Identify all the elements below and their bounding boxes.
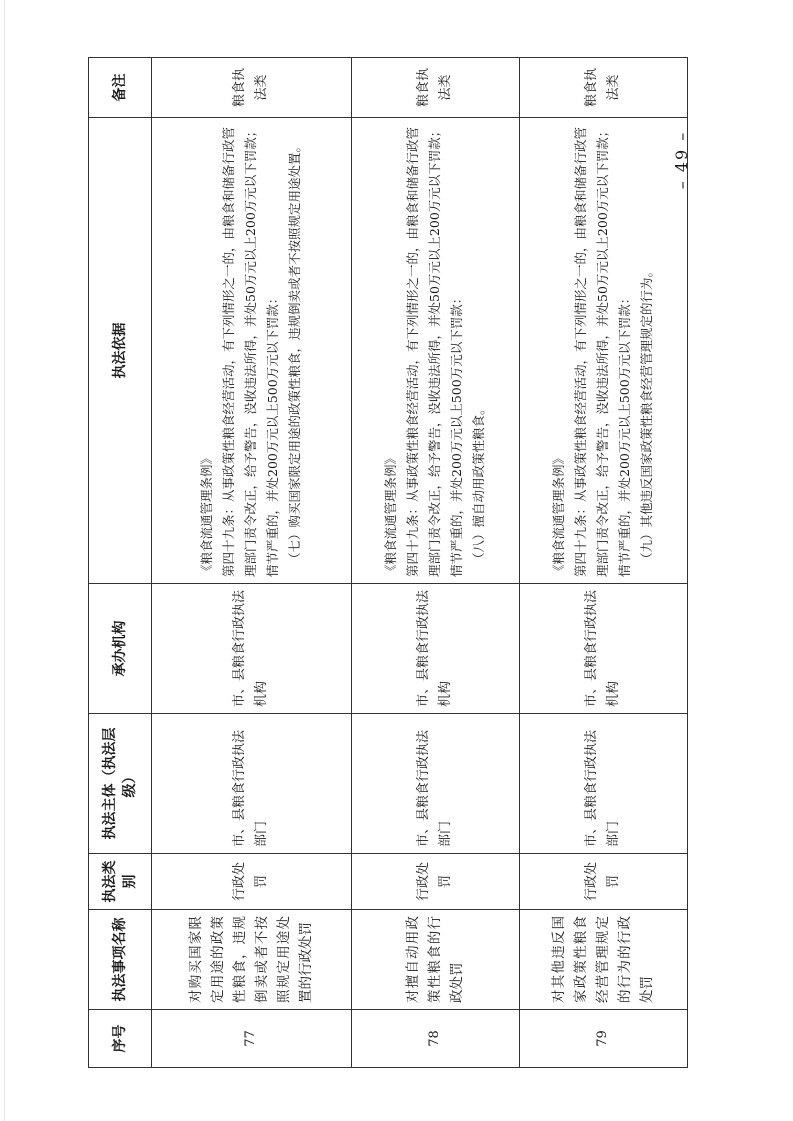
basis-title: 《粮食流通管理条例》 xyxy=(383,451,399,577)
basis-title: 《粮食流通管理条例》 xyxy=(551,451,567,577)
basis-article: 第四十九条：从事政策性粮食经营活动，有下列情形之一的，由粮食和储备行政管理部门责令改正，给予警告，没收违法所得，并处50万元以上200万元以下罚款；情节严重的，并处200万元以上500万元以下罚款： xyxy=(405,124,465,577)
row-subject: 市、县粮食行政执法部门 xyxy=(351,714,519,854)
page-number: – 49 – xyxy=(672,130,691,190)
basis-item: （八）擅自动用政策性粮食。 xyxy=(471,402,487,565)
table-row xyxy=(519,58,687,1068)
row-seq: 79 xyxy=(519,1010,687,1068)
header-row xyxy=(89,58,152,1068)
header-note: 备注 xyxy=(89,58,152,118)
row-org: 市、县粮食行政执法机构 xyxy=(519,584,687,714)
basis-item: （九）其他违反国家政策性粮食经营管理规定的行为。 xyxy=(639,264,655,565)
row-seq: 78 xyxy=(351,1010,519,1068)
header-basis: 执法依据 xyxy=(89,118,152,584)
header-org: 承办机构 xyxy=(89,584,152,714)
row-item-name: 对擅自动用政策性粮食的行政处罚 xyxy=(351,910,519,1010)
row-subject: 市、县粮食行政执法部门 xyxy=(519,714,687,854)
table-header xyxy=(89,58,152,1068)
scan-edge-line xyxy=(4,0,5,1121)
table-body xyxy=(152,58,688,1068)
row-type: 行政处罚 xyxy=(351,854,519,910)
row-basis xyxy=(351,118,519,584)
row-item-name: 对购买国家限定用途的政策性粮食，违规倒卖或者不按照规定用途处置的行政处罚 xyxy=(152,910,352,1010)
row-seq: 77 xyxy=(152,1010,352,1068)
enforcement-table-container xyxy=(88,58,688,1068)
basis-article: 第四十九条：从事政策性粮食经营活动，有下列情形之一的，由粮食和储备行政管理部门责令改正，给予警告，没收违法所得，并处50万元以上200万元以下罚款；情节严重的，并处200万元以上500万元以下罚款： xyxy=(573,124,633,577)
table-row xyxy=(351,58,519,1068)
row-type: 行政处罚 xyxy=(152,854,352,910)
basis-article: 第四十九条：从事政策性粮食经营活动，有下列情形之一的，由粮食和储备行政管理部门责令改正，给予警告，没收违法所得，并处50万元以上200万元以下罚款；情节严重的，并处200万元以上500万元以下罚款： xyxy=(221,124,281,577)
basis-title: 《粮食流通管理条例》 xyxy=(199,451,215,577)
row-item-name: 对其他违反国家政策性粮食经营管理规定的行为的行政处罚 xyxy=(519,910,687,1010)
basis-item: （七）购买国家限定用途的政策性粮食，违规倒卖或者不按照规定用途处置。 xyxy=(287,139,303,565)
table-row xyxy=(152,58,352,1068)
row-org: 市、县粮食行政执法机构 xyxy=(152,584,352,714)
row-note: 粮食执法类 xyxy=(351,58,519,118)
enforcement-items-table xyxy=(88,57,688,1068)
header-name: 执法事项名称 xyxy=(89,910,152,1010)
row-note: 粮食执法类 xyxy=(519,58,687,118)
row-note: 粮食执法类 xyxy=(152,58,352,118)
header-subject: 执法主体（执法层级） xyxy=(89,714,152,854)
header-type: 执法类别 xyxy=(89,854,152,910)
row-type: 行政处罚 xyxy=(519,854,687,910)
header-seq: 序号 xyxy=(89,1010,152,1068)
row-subject: 市、县粮食行政执法部门 xyxy=(152,714,352,854)
row-basis xyxy=(519,118,687,584)
row-basis xyxy=(152,118,352,584)
row-org: 市、县粮食行政执法机构 xyxy=(351,584,519,714)
